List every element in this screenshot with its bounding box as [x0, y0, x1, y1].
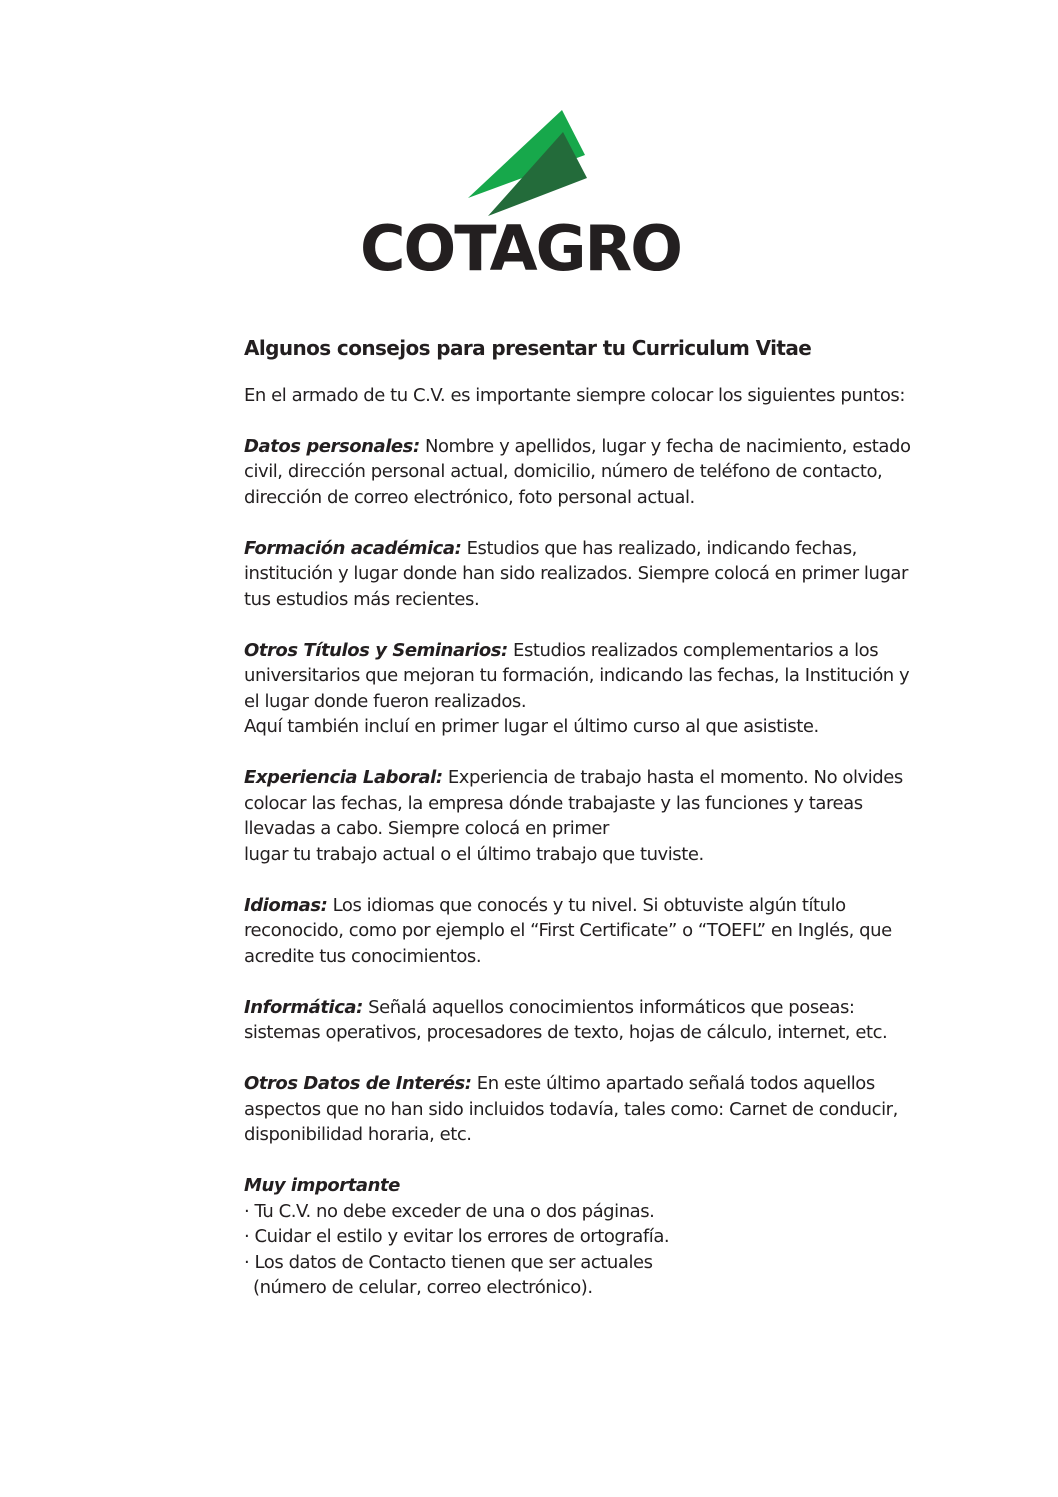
section-line: sistemas operativos, procesadores de texto, hojas de cálculo, internet, etc. [244, 1022, 888, 1043]
section-line: Aquí también incluí en primer lugar el último curso al que asististe. [244, 716, 819, 737]
section-line: aspectos que no han sido incluidos todavía, tales como: Carnet de conducir, [244, 1098, 898, 1120]
section-line: llevadas a cabo. Siempre colocá en primer [244, 818, 609, 839]
document-body [244, 334, 974, 1326]
section-muy-importante [244, 1173, 974, 1301]
cotagro-logo-mark-icon [468, 110, 592, 222]
section-text: En este último apartado señalá todos aquellos [471, 1073, 875, 1094]
section-text: Estudios realizados complementarios a los [507, 639, 879, 661]
section-text: Señalá aquellos conocimientos informáticos que poseas: [362, 996, 855, 1018]
important-bullet: · Cuidar el estilo y evitar los errores de ortografía. [244, 1226, 670, 1247]
cotagro-logo-wordmark: COTAGRO [360, 212, 682, 285]
section-otros-titulos [244, 638, 974, 740]
section-first-line [244, 765, 974, 791]
section-label: Otros Datos de Interés: [244, 1073, 472, 1094]
section-text: Estudios que has realizado, indicando fechas, [461, 537, 857, 559]
section-line: civil, dirección personal actual, domicilio, número de teléfono de contacto, [244, 461, 883, 482]
section-datos-personales [244, 434, 974, 511]
section-line: el lugar donde fueron realizados. [244, 690, 527, 712]
section-first-line [244, 536, 974, 562]
section-line: tus estudios más recientes. [244, 588, 480, 610]
important-bullet: · Los datos de Contacto tienen que ser actuales [244, 1251, 653, 1273]
important-bullet: · Tu C.V. no debe exceder de una o dos páginas. [244, 1200, 655, 1222]
section-informatica [244, 995, 974, 1046]
section-line: colocar las fechas, la empresa dónde trabajaste y las funciones y tareas [244, 792, 863, 814]
section-first-line [244, 1071, 974, 1097]
section-line: dirección de correo electrónico, foto personal actual. [244, 486, 695, 508]
intro-paragraph: En el armado de tu C.V. es importante siempre colocar los siguientes puntos: [244, 385, 905, 406]
section-experiencia-laboral [244, 765, 974, 867]
section-label: Datos personales: [244, 435, 420, 457]
section-first-line [244, 638, 974, 664]
section-line: universitarios que mejoran tu formación, indicando las fechas, la Institución y [244, 665, 910, 686]
section-text: Nombre y apellidos, lugar y fecha de nacimiento, estado [419, 435, 911, 457]
section-label: Formación académica: [244, 537, 462, 559]
page-title: Algunos consejos para presentar tu Curriculum Vitae [244, 336, 812, 360]
section-first-line [244, 434, 974, 460]
section-idiomas [244, 893, 974, 970]
important-title: Muy importante [244, 1175, 400, 1196]
section-label: Otros Títulos y Seminarios: [244, 639, 508, 661]
section-label: Idiomas: [244, 894, 328, 916]
section-label: Experiencia Laboral: [244, 767, 443, 788]
section-label: Informática: [244, 996, 363, 1018]
section-line: lugar tu trabajo actual o el último trabajo que tuviste. [244, 843, 704, 865]
section-line: institución y lugar donde han sido realizados. Siempre colocá en primer lugar [244, 563, 908, 584]
section-text: Experiencia de trabajo hasta el momento. No olvides [442, 767, 903, 788]
section-line: disponibilidad horaria, etc. [244, 1124, 472, 1145]
section-first-line [244, 893, 974, 919]
important-bullet-continuation: (número de celular, correo electrónico). [253, 1277, 593, 1298]
section-line: reconocido, como por ejemplo el “First Certificate” o “TOEFL” en Inglés, que [244, 920, 892, 941]
section-otros-datos [244, 1071, 974, 1148]
section-first-line [244, 995, 974, 1021]
section-text: Los idiomas que conocés y tu nivel. Si obtuviste algún título [327, 894, 846, 916]
section-line: acredite tus conocimientos. [244, 945, 482, 967]
section-formacion-academica [244, 536, 974, 613]
